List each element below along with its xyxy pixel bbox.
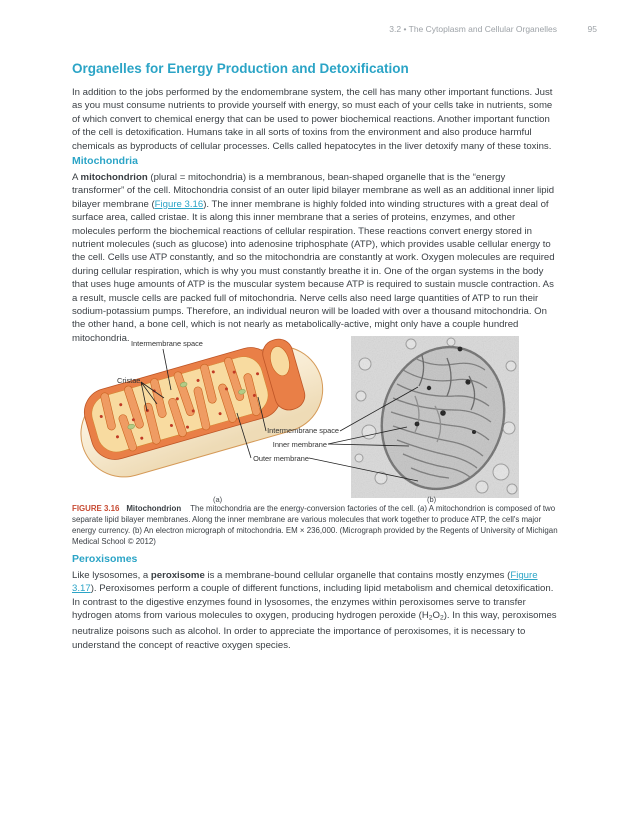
label-intermembrane-space-top: Intermembrane space bbox=[131, 339, 203, 348]
peroxisomes-paragraph: Like lysosomes, a peroxisome is a membrane-bound cellular organelle that contains mostly enzymes (Figure 3.17). Peroxisomes perform a couple of different functions, including lipid metabolism and chemical detoxification. In contrast to the digestive enzymes found in lysosomes, the enzymes within peroxisomes serve to transfer hydrogen atoms from various molecules to oxygen, producing hydrogen peroxide (H2O2). In this way, peroxisomes neutralize poisons such as alcohol. In order to appreciate the importance of peroxisomes, it is necessary to understand the concept of reactive oxygen species. bbox=[72, 570, 557, 651]
figure-link[interactable]: Figure 3.17 bbox=[72, 570, 538, 595]
page-number: 95 bbox=[587, 24, 597, 34]
subsection-heading-peroxisomes: Peroxisomes bbox=[72, 553, 138, 565]
mitochondria-paragraph: A mitochondrion (plural = mitochondria) is a membranous, bean-shaped organelle that is the “energy transformer” of the cell. Mitochondria consist of an outer lipid bilayer membrane as well as an additional inner lipid bilayer membrane (Figure 3.16). The inner membrane is highly folded into winding structures with a great deal of surface area, called cristae. It is along this inner membrane that a series of proteins, enzymes, and other molecules perform the biochemical reactions of cellular respiration. These reactions convert energy stored in nutrient molecules (such as glucose) into adenosine triphosphate (ATP), which provides usable cellular energy to the cell. Cells use ATP constantly, and so the mitochondria are constantly at work. Oxygen molecules are required during cellular respiration, which is why you must constantly breathe it in. One of the organ systems in the body that uses huge amounts of ATP is the muscular system because ATP is required to sustain muscle contraction. As a result, muscle cells are packed full of mitochondria. Nerve cells also need large quantities of ATP to run their sodium-potassium pumps. Therefore, an individual neuron will be loaded with over a thousand mitochondria. On the other hand, a bone cell, which is not nearly as metabolically-active, might only have a couple hundred mitochondria. bbox=[72, 172, 555, 344]
running-head: 3.2 • The Cytoplasm and Cellular Organelles bbox=[389, 24, 557, 34]
intro-paragraph: In addition to the jobs performed by the endomembrane system, the cell has many other important functions. Just as you must consume nutrients to provide yourself with energy, so must each of your cells take in nutrients, some of which convert to chemical energy that can be used to power biochemical reactions. Another important function of the cell is detoxification. Humans take in all sorts of toxins from the environment and also produce harmful chemicals as byproducts of cellular processes. Cells called hepatocytes in the liver detoxify many of these toxins. bbox=[72, 87, 553, 152]
label-intermembrane-space-mid: Intermembrane space bbox=[267, 426, 339, 435]
panel-a-label: (a) bbox=[213, 495, 223, 504]
figure-caption: FIGURE 3.16 Mitochondrion The mitochondria are the energy-conversion factories of the cell. (a) A mitochondrion is composed of two separate lipid bilayer membranes. Along the inner membrane are various molecules that work together to produce ATP, the cell's major energy currency. (b) An electron micrograph of mitochondria. EM × 236,000. (Micrograph provided by the Regents of University of Michigan Medical School © 2012) bbox=[72, 504, 558, 546]
label-cristae: Cristae bbox=[117, 376, 141, 385]
panel-b-label: (b) bbox=[427, 495, 437, 504]
electron-micrograph bbox=[351, 336, 519, 498]
mitochondrion-diagram bbox=[74, 335, 336, 490]
label-outer-membrane: Outer membrane bbox=[253, 454, 309, 463]
label-inner-membrane: Inner membrane bbox=[272, 440, 327, 449]
figure-link[interactable]: Figure 3.16 bbox=[154, 198, 204, 210]
figure-3-16 bbox=[0, 335, 630, 507]
section-heading: Organelles for Energy Production and Detoxification bbox=[72, 61, 409, 76]
subsection-heading-mitochondria: Mitochondria bbox=[72, 155, 138, 167]
